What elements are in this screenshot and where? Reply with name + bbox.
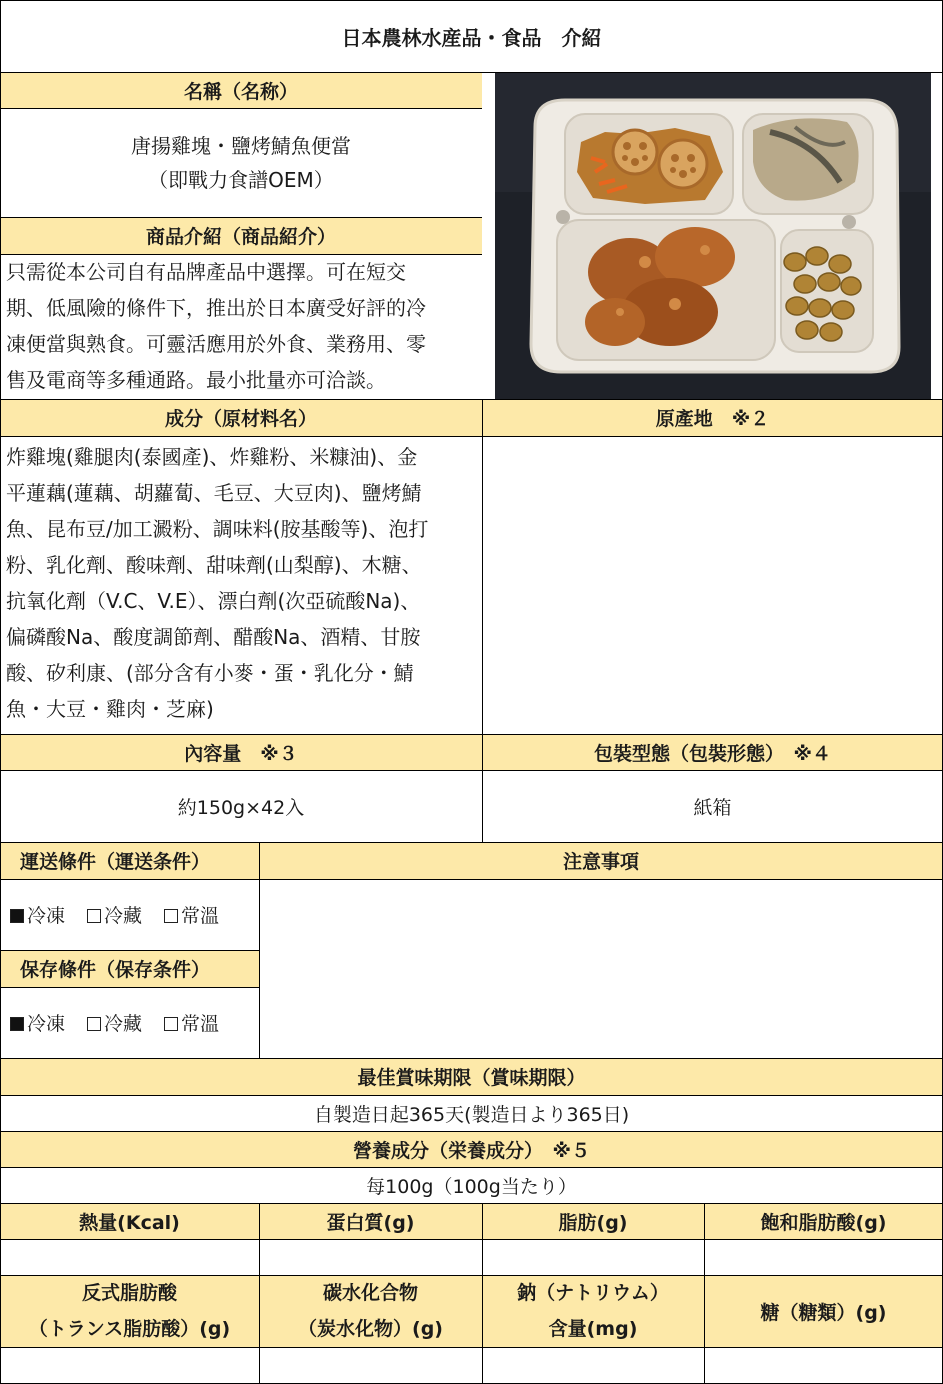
intro-line: 期、低風險的條件下，推出於日本廣受好評的冷 bbox=[6, 296, 426, 320]
storage-option-chilled[interactable] bbox=[87, 1009, 142, 1036]
transport-option-frozen[interactable] bbox=[10, 901, 65, 928]
intro-text bbox=[0, 254, 482, 399]
header-line: 含量(mg) bbox=[548, 1318, 638, 1340]
origin-value bbox=[482, 436, 943, 734]
ingredients-line: 偏磷酸Na、酸度調節劑、醋酸Na、酒精、甘胺 bbox=[6, 625, 421, 649]
ingredients-line: 魚・大豆・雞肉・芝麻) bbox=[6, 697, 214, 721]
nutrition-satfat-value bbox=[704, 1239, 943, 1275]
shelf-life-value: 自製造日起365天(製造日より365日) bbox=[313, 1103, 630, 1126]
option-label: 冷藏 bbox=[104, 1013, 143, 1035]
nutrition-protein-header: 蛋白質(g) bbox=[259, 1203, 482, 1239]
nutrition-header: 營養成分（栄養成分） ※５ bbox=[0, 1131, 943, 1167]
checkbox-checked-icon bbox=[10, 1017, 24, 1031]
storage-header: 保存條件（保存条件） bbox=[0, 950, 259, 987]
checkbox-unchecked-icon bbox=[164, 909, 178, 923]
intro-line: 售及電商等多種通路。最小批量亦可洽談。 bbox=[6, 368, 386, 392]
ingredients-line: 平蓮藕(蓮藕、胡蘿蔔、毛豆、大豆肉)、鹽烤鯖 bbox=[6, 481, 422, 505]
transport-option-chilled[interactable] bbox=[87, 901, 142, 928]
nutrition-satfat-header: 飽和脂肪酸(g) bbox=[704, 1203, 943, 1239]
ingredients-line: 酸、矽利康、(部分含有小麥・蛋・乳化分・鯖 bbox=[6, 661, 414, 685]
ingredients-line: 抗氧化劑（V.C、V.E）、漂白劑(次亞硫酸Na)、 bbox=[6, 589, 421, 613]
nutrition-fat-header: 脂肪(g) bbox=[482, 1203, 704, 1239]
name-line-2: （即戰力食譜OEM） bbox=[148, 168, 334, 192]
checkbox-unchecked-icon bbox=[87, 1017, 101, 1031]
storage-option-ambient[interactable] bbox=[164, 1009, 219, 1036]
nutrition-energy-header: 熱量(Kcal) bbox=[0, 1203, 259, 1239]
option-label: 冷凍 bbox=[27, 905, 66, 927]
nutrition-carb-header bbox=[259, 1275, 482, 1347]
header-line: （炭水化物）(g) bbox=[298, 1318, 443, 1340]
nutrition-sugar-header bbox=[704, 1275, 943, 1347]
nutrition-transfat-value bbox=[0, 1347, 259, 1383]
nutrition-sugar-value bbox=[704, 1347, 943, 1383]
intro-line: 只需從本公司自有品牌產品中選擇。可在短交 bbox=[6, 260, 406, 284]
shelf-life-header: 最佳賞味期限（賞味期限） bbox=[0, 1058, 943, 1095]
option-label: 常溫 bbox=[181, 1013, 220, 1035]
intro-header: 商品介紹（商品紹介） bbox=[0, 217, 482, 254]
intro-line: 凍便當與熟食。可靈活應用於外食、業務用、零 bbox=[6, 332, 426, 356]
origin-header: 原產地 ※２ bbox=[482, 399, 943, 436]
header-line: 鈉（ナトリウム） bbox=[517, 1282, 669, 1304]
storage-option-frozen[interactable] bbox=[10, 1009, 65, 1036]
storage-options bbox=[0, 987, 259, 1058]
option-label: 常溫 bbox=[181, 905, 220, 927]
checkbox-unchecked-icon bbox=[87, 909, 101, 923]
content-header: 內容量 ※３ bbox=[0, 734, 482, 771]
nutrition-transfat-header bbox=[0, 1275, 259, 1347]
option-label: 冷凍 bbox=[27, 1013, 66, 1035]
header-line: 反式脂肪酸 bbox=[81, 1282, 177, 1304]
packaging-value: 紙箱 bbox=[693, 797, 732, 819]
option-label: 冷藏 bbox=[104, 905, 143, 927]
ingredients-header: 成分（原材料名） bbox=[0, 399, 482, 436]
ingredients-line: 炸雞塊(雞腿肉(泰國產)、炸雞粉、米糠油)、金 bbox=[6, 445, 418, 469]
nutrition-fat-value bbox=[482, 1239, 704, 1275]
notes-header: 注意事項 bbox=[259, 842, 943, 879]
notes-value bbox=[259, 879, 943, 1058]
ingredients-line: 魚、昆布豆/加工澱粉、調味料(胺基酸等)、泡打 bbox=[6, 517, 429, 541]
nutrition-carb-value bbox=[259, 1347, 482, 1383]
ingredients-line: 粉、乳化劑、酸味劑、甜味劑(山梨醇)、木糖、 bbox=[6, 553, 422, 577]
name-line-1: 唐揚雞塊・鹽烤鯖魚便當 bbox=[131, 134, 351, 158]
bento-photo bbox=[495, 72, 931, 399]
page-title: 日本農林水産品・食品 介紹 bbox=[341, 25, 602, 50]
name-header: 名稱（名称） bbox=[0, 72, 482, 109]
nutrition-sodium-header bbox=[482, 1275, 704, 1347]
packaging-header: 包裝型態（包裝形態） ※４ bbox=[482, 734, 943, 771]
nutrition-energy-value bbox=[0, 1239, 259, 1275]
nutrition-sodium-value bbox=[482, 1347, 704, 1383]
nutrition-protein-value bbox=[259, 1239, 482, 1275]
header-line: 碳水化合物 bbox=[322, 1282, 418, 1304]
name-value bbox=[0, 109, 482, 217]
header-line: 糖（糖類）(g) bbox=[760, 1301, 887, 1324]
transport-header: 運送條件（運送条件） bbox=[0, 842, 259, 879]
header-line: （トランス脂肪酸）(g) bbox=[28, 1318, 231, 1340]
nutrition-basis: 每100g（100g当たり） bbox=[366, 1175, 577, 1198]
transport-options bbox=[0, 879, 259, 950]
transport-option-ambient[interactable] bbox=[164, 901, 219, 928]
content-value: 約150g×42入 bbox=[177, 797, 305, 819]
checkbox-unchecked-icon bbox=[164, 1017, 178, 1031]
checkbox-checked-icon bbox=[10, 909, 24, 923]
ingredients-text bbox=[0, 439, 482, 734]
